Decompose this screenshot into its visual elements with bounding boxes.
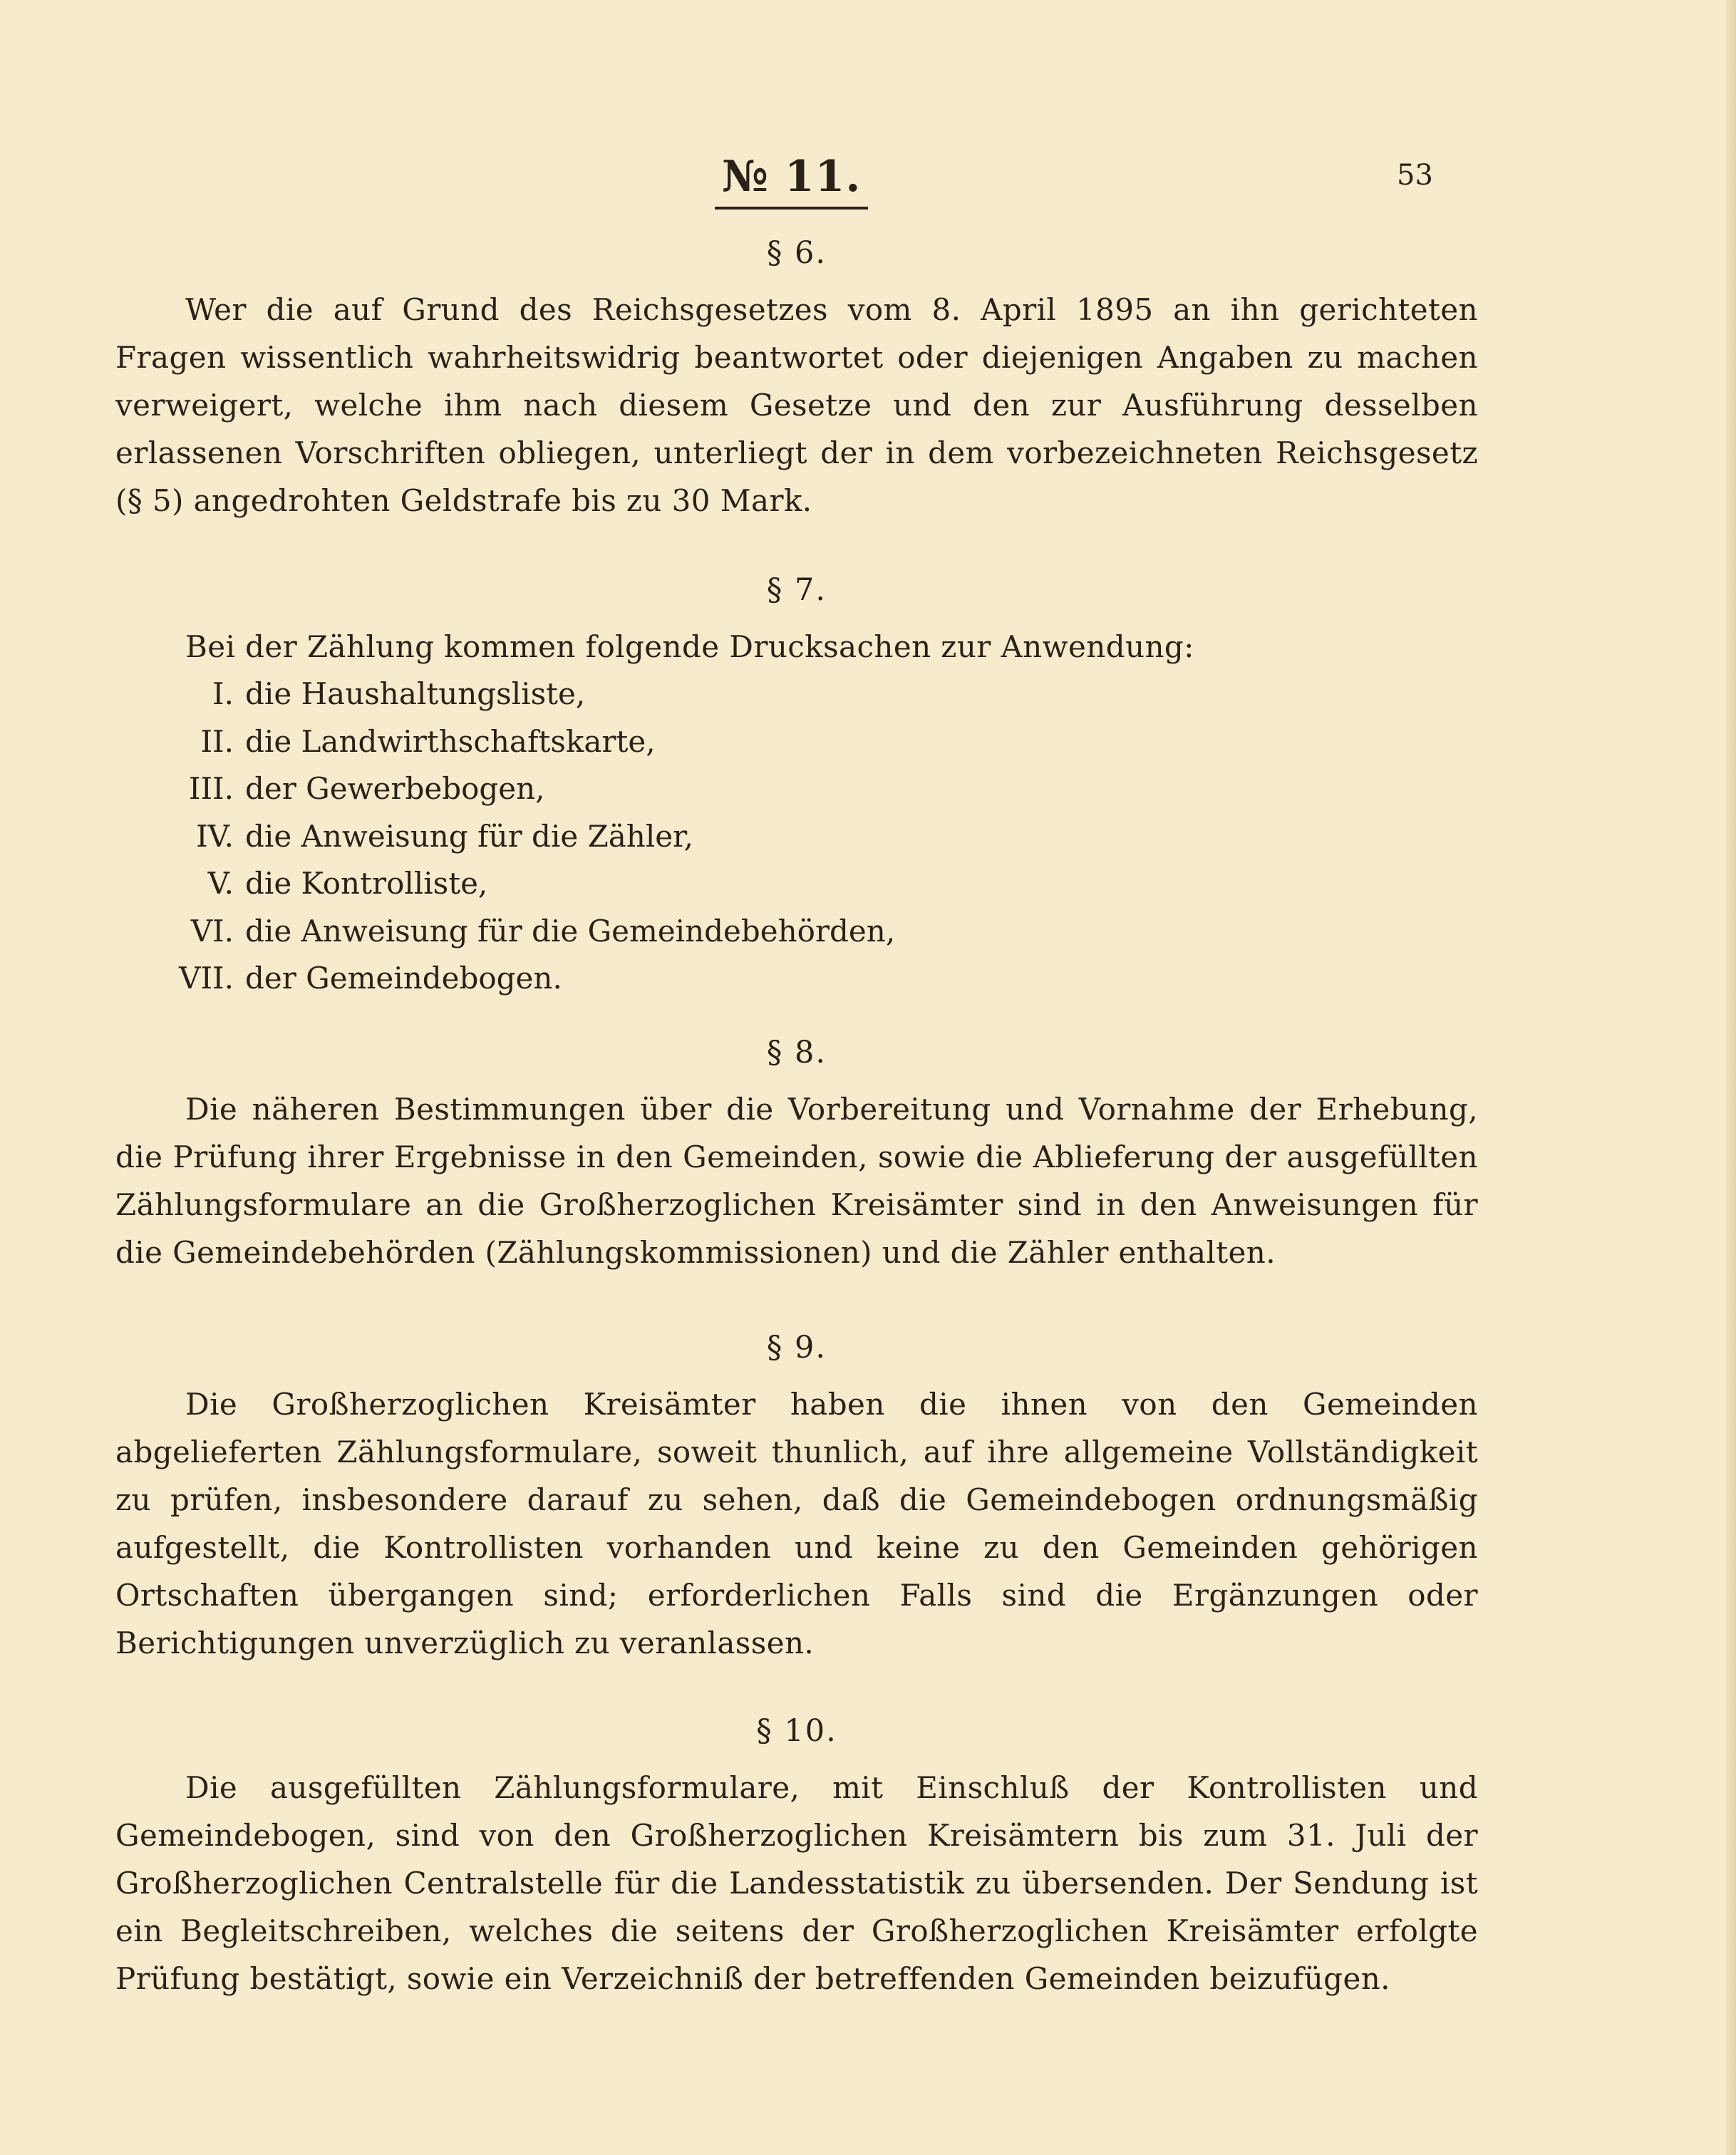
section-paragraph: Die ausgefüllten Zählungsformulare, mit Einschluß der Kontrollisten und Gemeindebogen, sind von den Großherzoglichen Kreisämtern bis zum 31. Juli der Großherzoglichen Centralstelle für die Landesstatistik zu übersenden. Der Sendung ist ein Begleitschreiben, welches die seitens der Großherzoglichen Kreisämter erfolgte Prüfung bestätigt, sowie ein Verzeichniß der betreffenden Gemeinden beizufügen. [115,1769,1478,1996]
section-heading: § 7. [766,572,827,608]
list-item [115,671,1478,718]
section-6 [115,232,1478,524]
list-label: die Anweisung für die Zähler, [245,818,693,854]
page-edge [1726,0,1736,2155]
list-numeral: II. [200,723,234,759]
printed-forms-list [115,671,1478,1003]
section-heading: § 6. [766,235,827,271]
list-item [115,860,1478,908]
list-label: die Kontrolliste, [245,866,488,901]
list-label: die Haushaltungsliste, [245,676,586,711]
section-heading: § 9. [766,1329,827,1365]
section-8 [115,1031,1478,1276]
list-item [115,955,1478,1003]
section-7 [115,569,1478,1003]
section-9 [115,1326,1478,1667]
section-paragraph: Bei der Zählung kommen folgende Drucksachen zur Anwendung: [185,629,1194,664]
list-label: die Landwirthschaftskarte, [245,723,656,759]
section-heading: § 8. [766,1034,827,1070]
list-numeral: VII. [179,961,234,996]
section-10 [115,1710,1478,2002]
list-label: die Anweisung für die Gemeindebehörden, [245,913,896,949]
list-label: der Gewerbebogen, [245,771,545,806]
list-numeral: III. [188,771,234,806]
section-paragraph: Die Großherzoglichen Kreisämter haben die ihnen von den Gemeinden abgelieferten Zählungsformulare, soweit thunlich, auf ihre allgemeine Vollständigkeit zu prüfen, insbesondere darauf zu sehen, daß die Gemeindebogen ordnungsmäßig aufgestellt, die Kontrollisten vorhanden und keine zu den Gemeinden gehörigen Ortschaften übergangen sind; erforderlichen Falls sind die Ergänzungen oder Berichtigungen unverzüglich zu veranlassen. [115,1386,1478,1660]
list-numeral: IV. [196,818,234,854]
list-item [115,718,1478,766]
list-label: der Gemeindebogen. [245,961,562,996]
list-numeral: VI. [190,913,234,949]
list-numeral: I. [212,676,234,711]
running-head [0,153,1736,203]
list-item [115,908,1478,956]
section-paragraph: Wer die auf Grund des Reichsgesetzes vom 8. April 1895 an ihn gerichteten Fragen wissentlich wahrheitswidrig beantwortet oder diejenigen Angaben zu machen verweigert, welche ihm nach diesem Gesetze und den zur Ausführung desselben erlassenen Vorschriften obliegen, unterliegt der in dem vorbezeichneten Reichsgesetz (§ 5) angedrohten Geldstrafe bis zu 30 Mark. [115,292,1478,518]
page-body [115,232,1478,2002]
list-numeral: V. [207,866,234,901]
section-paragraph: Die näheren Bestimmungen über die Vorbereitung und Vornahme der Erhebung, die Prüfung ihrer Ergebnisse in den Gemeinden, sowie die Ablieferung der ausgefüllten Zählungsformulare an die Großherzoglichen Kreisämter sind in den Anweisungen für die Gemeindebehörden (Zählungskommissionen) und die Zähler enthalten. [115,1091,1478,1270]
issue-number: № 11. [721,152,862,202]
list-item [115,813,1478,861]
issue-underline [715,207,868,210]
list-item [115,765,1478,813]
page-number: 53 [1397,159,1433,192]
section-heading: § 10. [756,1712,837,1749]
